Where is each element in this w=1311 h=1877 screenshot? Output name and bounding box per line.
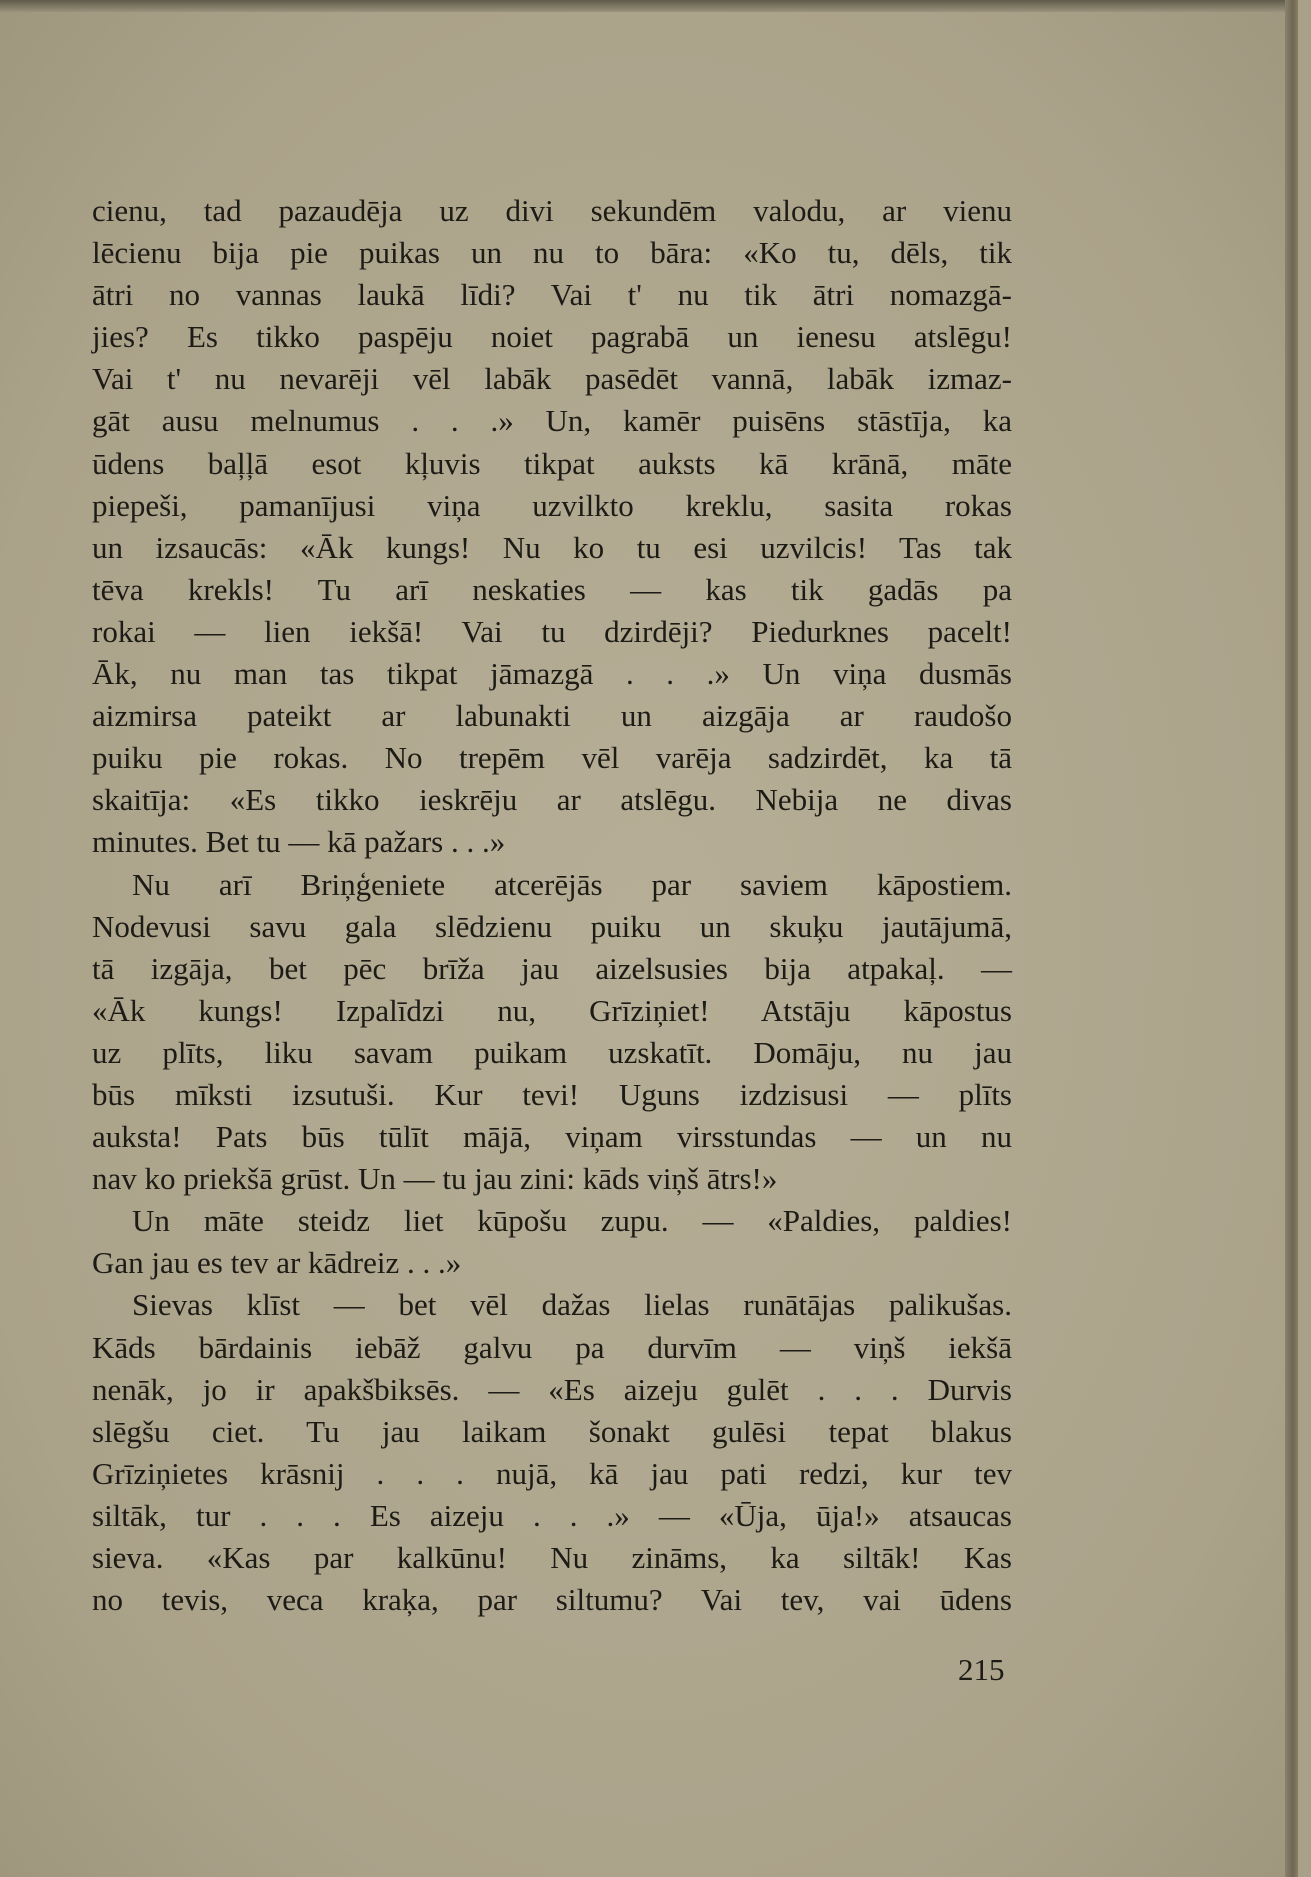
text-line: ūdens baļļā esot kļuvis tikpat auksts kā krānā, māte (92, 445, 1012, 481)
text-line: minutes. Bet tu — kā pažars . . .» (92, 824, 506, 860)
text-line: slēgšu ciet. Tu jau laikam šonakt gulēsi tepat blakus (92, 1413, 1012, 1449)
page-top-edge (0, 0, 1298, 12)
text-line: ātri no vannas laukā līdi? Vai t' nu tik ātri nomazgā- (92, 277, 1012, 313)
text-line: Nodevusi savu gala slēdzienu puiku un skuķu jautājumā, (92, 908, 1012, 944)
text-line: un izsaucās: «Āk kungs! Nu ko tu esi uzvilcis! Tas tak (92, 529, 1012, 565)
text-line: Grīziņietes krāsnij . . . nujā, kā jau pati redzi, kur tev (92, 1455, 1012, 1491)
text-line: skaitīja: «Es tikko ieskrēju ar atslēgu. Nebija ne divas (92, 782, 1012, 818)
text-line: Nu arī Briņģeniete atcerējās par saviem kāpostiem. (132, 866, 1012, 902)
text-line: aizmirsa pateikt ar labunakti un aizgāja ar raudošo (92, 698, 1012, 734)
text-line: auksta! Pats būs tūlīt mājā, viņam virsstundas — un nu (92, 1119, 1012, 1155)
text-line: nenāk, jo ir apakšbiksēs. — «Es aizeju gulēt . . . Durvis (92, 1371, 1012, 1407)
text-line: Sievas klīst — bet vēl dažas lielas runātājas palikušas. (132, 1287, 1012, 1323)
page-right-edge (1285, 0, 1298, 1877)
text-line: rokai — lien iekšā! Vai tu dzirdēji? Piedurknes pacelt! (92, 613, 1012, 649)
text-line: tā izgāja, bet pēc brīža jau aizelsusies bija atpakaļ. — (92, 950, 1012, 986)
text-line: jies? Es tikko paspēju noiet pagrabā un ienesu atslēgu! (92, 319, 1012, 355)
text-line: Un māte steidz liet kūpošu zupu. — «Paldies, paldies! (132, 1203, 1012, 1239)
text-line: Kāds bārdainis iebāž galvu pa durvīm — viņš iekšā (92, 1329, 1012, 1365)
text-line: puiku pie rokas. No trepēm vēl varēja sadzirdēt, ka tā (92, 740, 1012, 776)
page-number: 215 (958, 1652, 1005, 1687)
text-line: sieva. «Kas par kalkūnu! Nu zināms, ka siltāk! Kas (92, 1540, 1012, 1575)
text-line: piepeši, pamanījusi viņa uzvilkto kreklu, sasita rokas (92, 487, 1012, 523)
text-line: Vai t' nu nevarēji vēl labāk pasēdēt vannā, labāk izmaz- (92, 361, 1012, 397)
text-line: gāt ausu melnumus . . .» Un, kamēr puisēns stāstīja, ka (92, 403, 1012, 439)
text-line: Gan jau es tev ar kādreiz . . .» (92, 1245, 462, 1281)
text-line: tēva krekls! Tu arī neskaties — kas tik gadās pa (92, 571, 1012, 607)
body-text (92, 190, 1012, 1621)
text-line: Āk, nu man tas tikpat jāmazgā . . .» Un viņa dusmās (92, 656, 1012, 692)
text-line: no tevis, veca kraķa, par siltumu? Vai tev, vai ūdens (92, 1582, 1012, 1618)
text-line: «Āk kungs! Izpalīdzi nu, Grīziņiet! Atstāju kāpostus (92, 992, 1012, 1028)
text-line: būs mīksti izsutuši. Kur tevi! Uguns izdzisusi — plīts (92, 1076, 1012, 1112)
text-line: siltāk, tur . . . Es aizeju . . .» — «Ūja, ūja!» atsaucas (92, 1497, 1012, 1533)
text-line: nav ko priekšā grūst. Un — tu jau zini: kāds viņš ātrs!» (92, 1161, 778, 1197)
text-line: lēcienu bija pie puikas un nu to bāra: «Ko tu, dēls, tik (92, 235, 1012, 271)
text-line: cienu, tad pazaudēja uz divi sekundēm valodu, ar vienu (92, 193, 1012, 228)
text-line: uz plīts, liku savam puikam uzskatīt. Domāju, nu jau (92, 1034, 1012, 1070)
